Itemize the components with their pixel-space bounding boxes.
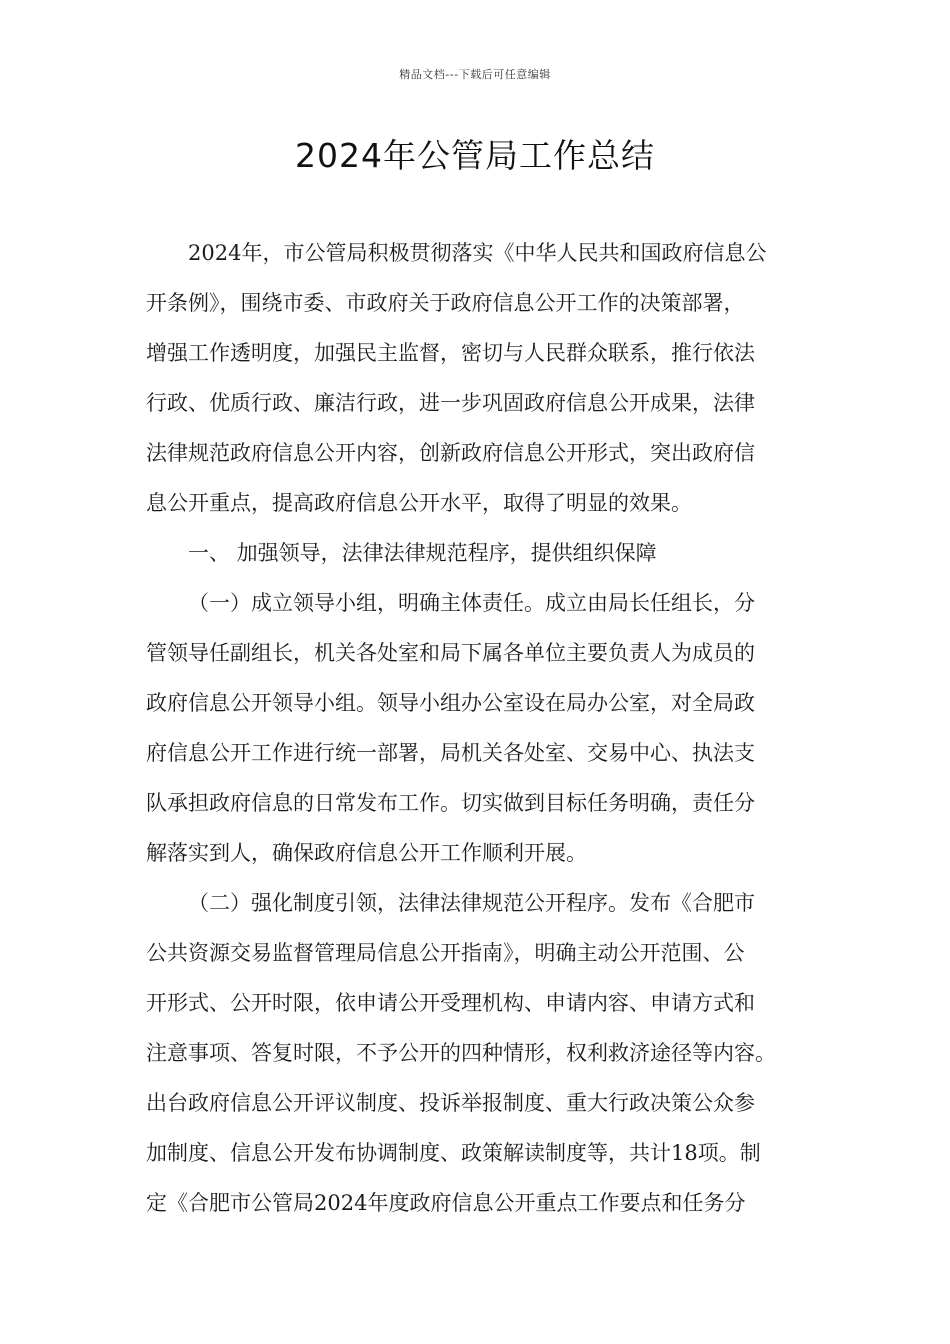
body-line: 公共资源交易监督管理局信息公开指南》，明确主动公开范围、公 [146,941,745,965]
body-line: 息公开重点，提高政府信息公开水平，取得了明显的效果。 [146,491,692,515]
body-line: 增强工作透明度，加强民主监督，密切与人民群众联系，推行依法 [146,341,755,365]
header-note: 精品文档---下载后可任意编辑 [399,68,551,81]
body-line: 解落实到人，确保政府信息公开工作顺利开展。 [146,841,587,865]
section-heading: 一、 加强领导，法律法律规范程序，提供组织保障 [188,541,657,565]
document-title: 2024年公管局工作总结 [295,136,655,175]
body-line: 定《合肥市公管局2024年度政府信息公开重点工作要点和任务分 [146,1191,746,1215]
body-line: 行政、优质行政、廉洁行政，进一步巩固政府信息公开成果，法律 [146,391,755,415]
body-line: （一）成立领导小组，明确主体责任。成立由局长任组长，分 [188,591,755,615]
body-line: 法律规范政府信息公开内容，创新政府信息公开形式，突出政府信 [146,441,755,465]
body-line: 开形式、公开时限，依申请公开受理机构、申请内容、申请方式和 [146,991,755,1015]
body-line: 注意事项、答复时限，不予公开的四种情形，权利救济途径等内容。 [146,1041,776,1065]
document-body [146,228,806,1228]
body-line: 管领导任副组长，机关各处室和局下属各单位主要负责人为成员的 [146,641,755,665]
body-line: 加制度、信息公开发布协调制度、政策解读制度等，共计18项。制 [146,1141,761,1165]
body-line: 开条例》，围绕市委、市政府关于政府信息公开工作的决策部署， [146,291,745,315]
body-line: 政府信息公开领导小组。领导小组办公室设在局办公室，对全局政 [146,691,755,715]
body-line: 出台政府信息公开评议制度、投诉举报制度、重大行政决策公众参 [146,1091,755,1115]
body-line: （二）强化制度引领，法律法律规范公开程序。发布《合肥市 [188,891,755,915]
body-line: 队承担政府信息的日常发布工作。切实做到目标任务明确，责任分 [146,791,755,815]
body-line: 府信息公开工作进行统一部署，局机关各处室、交易中心、执法支 [146,741,755,765]
body-line: 2024年，市公管局积极贯彻落实《中华人民共和国政府信息公 [188,241,767,265]
